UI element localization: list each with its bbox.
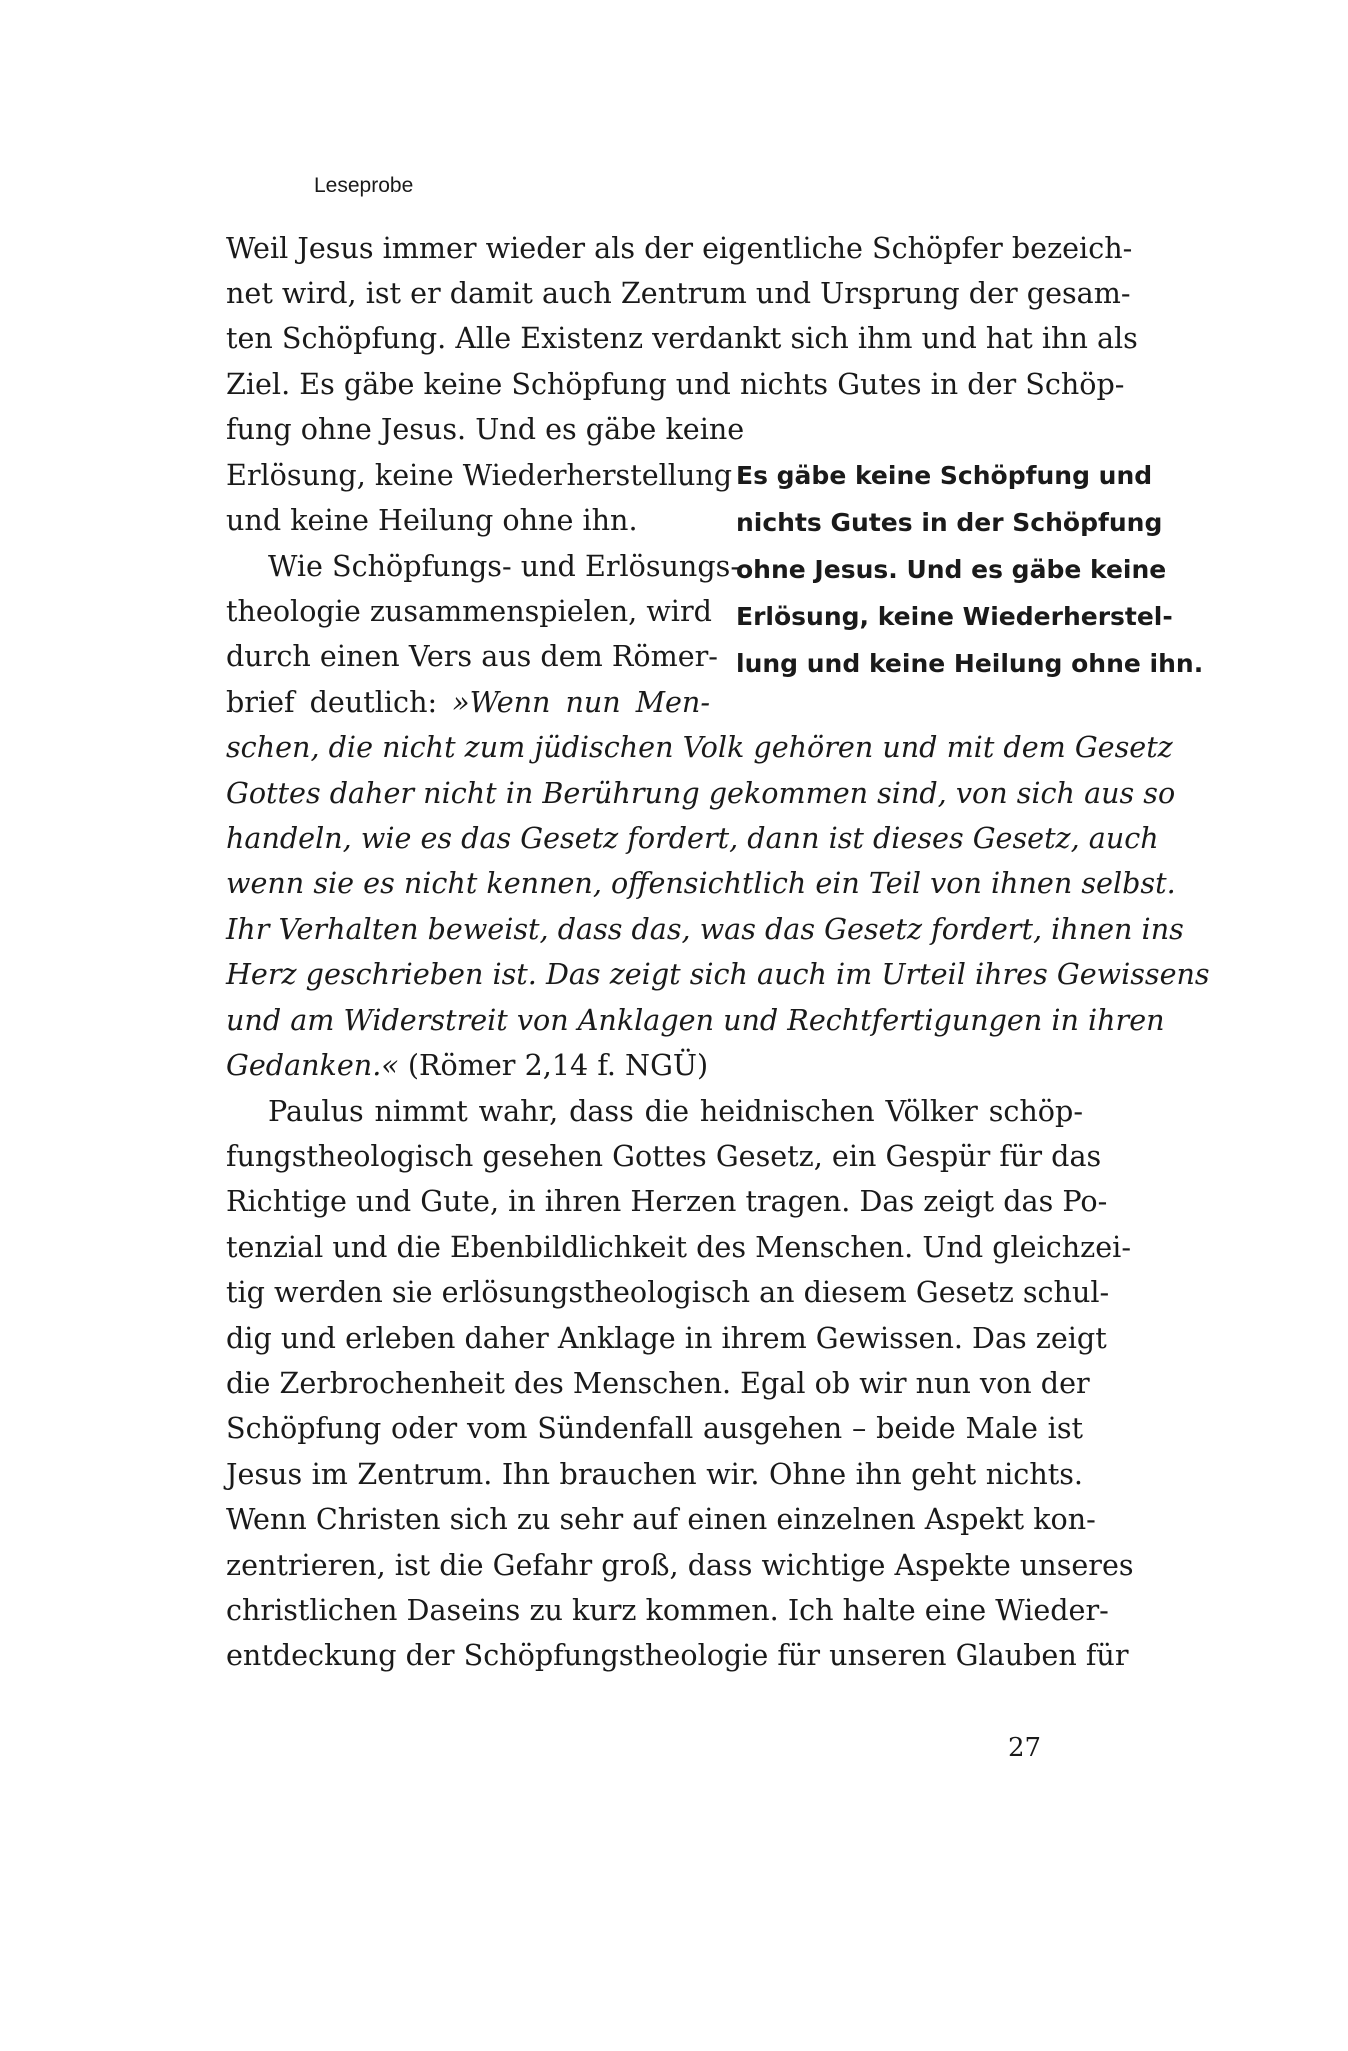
- scripture-quote-line: Herz geschrieben ist. Das zeigt sich auch im Urteil ihres Gewissens: [226, 957, 1210, 991]
- scripture-quote-end: Gedanken.«: [226, 1048, 399, 1082]
- pull-quote-line: Es gäbe keine Schöpfung und: [736, 461, 1153, 490]
- body-line: Schöpfung oder vom Sündenfall ausgehen – beide Male ist: [226, 1411, 1083, 1445]
- scripture-quote-line: Ihr Verhalten beweist, dass das, was das Gesetz fordert, ihnen ins: [226, 912, 1184, 946]
- body-line: Erlösung, keine Wiederherstellung: [226, 458, 733, 492]
- pull-quote-line: nichts Gutes in der Schöpfung: [736, 508, 1163, 537]
- body-line: Paulus nimmt wahr, dass die heidnischen Völker schöp-: [268, 1094, 1083, 1128]
- body-line: Ziel. Es gäbe keine Schöpfung und nichts Gutes in der Schöp-: [226, 367, 1125, 401]
- body-line: Jesus im Zentrum. Ihn brauchen wir. Ohne ihn geht nichts.: [226, 1457, 1083, 1491]
- scripture-quote-start: »Wenn nun Men-: [452, 685, 710, 719]
- page-number: 27: [1008, 1733, 1042, 1763]
- body-line: die Zerbrochenheit des Menschen. Egal ob wir nun von der: [226, 1366, 1090, 1400]
- body-line: [226, 685, 710, 719]
- body-line: und keine Heilung ohne ihn.: [226, 503, 638, 537]
- scripture-quote-line: und am Widerstreit von Anklagen und Rechtfertigungen in ihren: [226, 1003, 1165, 1037]
- body-line: christlichen Daseins zu kurz kommen. Ich halte eine Wieder-: [226, 1593, 1109, 1627]
- body-text: brief deutlich:: [226, 685, 453, 719]
- body-line: Richtige und Gute, in ihren Herzen tragen. Das zeigt das Po-: [226, 1184, 1108, 1218]
- pull-quote-line: lung und keine Heilung ohne ihn.: [736, 649, 1204, 678]
- body-line: Wie Schöpfungs- und Erlösungs-: [268, 549, 740, 583]
- body-line: Weil Jesus immer wieder als der eigentliche Schöpfer bezeich-: [226, 231, 1133, 265]
- body-line: tig werden sie erlösungstheologisch an diesem Gesetz schul-: [226, 1275, 1110, 1309]
- body-line: ten Schöpfung. Alle Existenz verdankt sich ihm und hat ihn als: [226, 321, 1138, 355]
- body-line: fungstheologisch gesehen Gottes Gesetz, ein Gespür für das: [226, 1139, 1102, 1173]
- scripture-quote-line: schen, die nicht zum jüdischen Volk gehören und mit dem Gesetz: [226, 730, 1173, 764]
- scripture-quote-line: Gottes daher nicht in Berührung gekommen sind, von sich aus so: [226, 776, 1176, 810]
- running-header: Leseprobe: [314, 174, 414, 197]
- scripture-quote-end-line: [226, 1048, 1083, 1082]
- body-line: fung ohne Jesus. Und es gäbe keine: [226, 412, 745, 446]
- body-line: dig und erleben daher Anklage in ihrem Gewissen. Das zeigt: [226, 1321, 1107, 1355]
- pull-quote-line: ohne Jesus. Und es gäbe keine: [736, 555, 1167, 584]
- body-line: Wenn Christen sich zu sehr auf einen einzelnen Aspekt kon-: [226, 1502, 1096, 1536]
- pull-quote-line: Erlösung, keine Wiederherstel-: [736, 602, 1173, 631]
- body-line: durch einen Vers aus dem Römer-: [226, 639, 718, 673]
- body-line: tenzial und die Ebenbildlichkeit des Menschen. Und gleichzei-: [226, 1230, 1131, 1264]
- scripture-reference: (Römer 2,14 f. NGÜ): [398, 1048, 709, 1082]
- scripture-quote-line: handeln, wie es das Gesetz fordert, dann ist dieses Gesetz, auch: [226, 821, 1159, 855]
- body-line: zentrieren, ist die Gefahr groß, dass wichtige Aspekte unseres: [226, 1548, 1134, 1582]
- scripture-quote-line: wenn sie es nicht kennen, offensichtlich ein Teil von ihnen selbst.: [226, 866, 1176, 900]
- body-line: theologie zusammenspielen, wird: [226, 594, 712, 628]
- body-line: net wird, ist er damit auch Zentrum und Ursprung der gesam-: [226, 276, 1131, 310]
- body-line: entdeckung der Schöpfungstheologie für unseren Glauben für: [226, 1638, 1129, 1672]
